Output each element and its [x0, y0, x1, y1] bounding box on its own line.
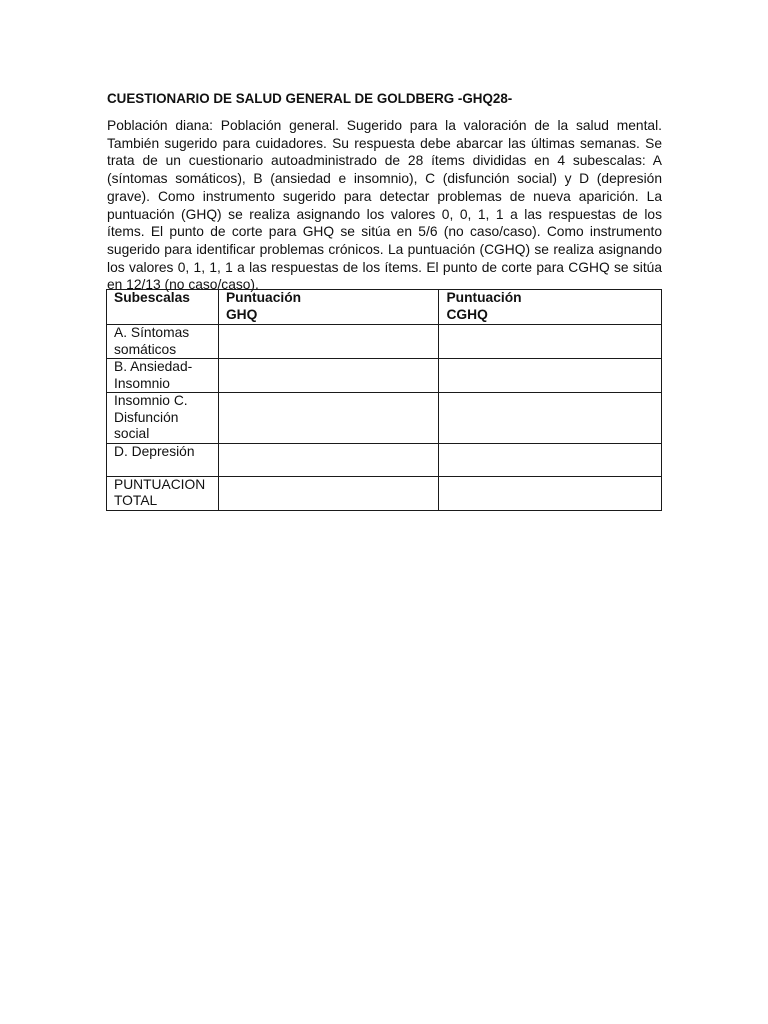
score-table	[106, 289, 662, 511]
table-row	[107, 393, 662, 444]
table-row	[107, 359, 662, 393]
subscale-label: D. Depresión	[107, 443, 219, 476]
subscale-label: Insomnio C. Disfunción social	[107, 393, 219, 444]
cghq-score-cell[interactable]	[439, 443, 662, 476]
table-row-total	[107, 476, 662, 510]
cghq-total-cell[interactable]	[439, 476, 662, 510]
document-title: CUESTIONARIO DE SALUD GENERAL DE GOLDBERG -GHQ28-	[107, 91, 513, 106]
table-row	[107, 325, 662, 359]
table-row	[107, 443, 662, 476]
ghq-score-cell[interactable]	[218, 393, 439, 444]
subscale-label: A. Síntomas somáticos	[107, 325, 219, 359]
header-ghq-score: Puntuación GHQ	[218, 290, 439, 325]
cghq-score-cell[interactable]	[439, 359, 662, 393]
ghq-score-cell[interactable]	[218, 443, 439, 476]
total-label: PUNTUACION TOTAL	[107, 476, 219, 510]
intro-paragraph: Población diana: Población general. Sugerido para la valoración de la salud mental. También sugerido para cuidadores. Su respuesta debe abarcar las últimas semanas. Se trata de un cuestionario autoadministrado de 28 ítems divididas en 4 subescalas: A (síntomas somáticos), B (ansiedad e insomnio), C (disfunción social) y D (depresión grave). Como instrumento sugerido para detectar problemas de nueva aparición. La puntuación (GHQ) se realiza asignando los valores 0, 0, 1, 1 a las respuestas de los ítems. El punto de corte para GHQ se sitúa en 5/6 (no caso/caso). Como instrumento sugerido para identificar problemas crónicos. La puntuación (CGHQ) se realiza asignando los valores 0, 1, 1, 1 a las respuestas de los ítems. El punto de corte para CGHQ se sitúa en 12/13 (no caso/caso).	[107, 118, 662, 293]
cghq-score-cell[interactable]	[439, 325, 662, 359]
ghq-score-cell[interactable]	[218, 359, 439, 393]
ghq-total-cell[interactable]	[218, 476, 439, 510]
header-cghq-score: Puntuación CGHQ	[439, 290, 662, 325]
ghq-score-cell[interactable]	[218, 325, 439, 359]
cghq-score-cell[interactable]	[439, 393, 662, 444]
header-subscales: Subescalas	[107, 290, 219, 325]
subscale-label: B. Ansiedad- Insomnio	[107, 359, 219, 393]
table-header-row	[107, 290, 662, 325]
